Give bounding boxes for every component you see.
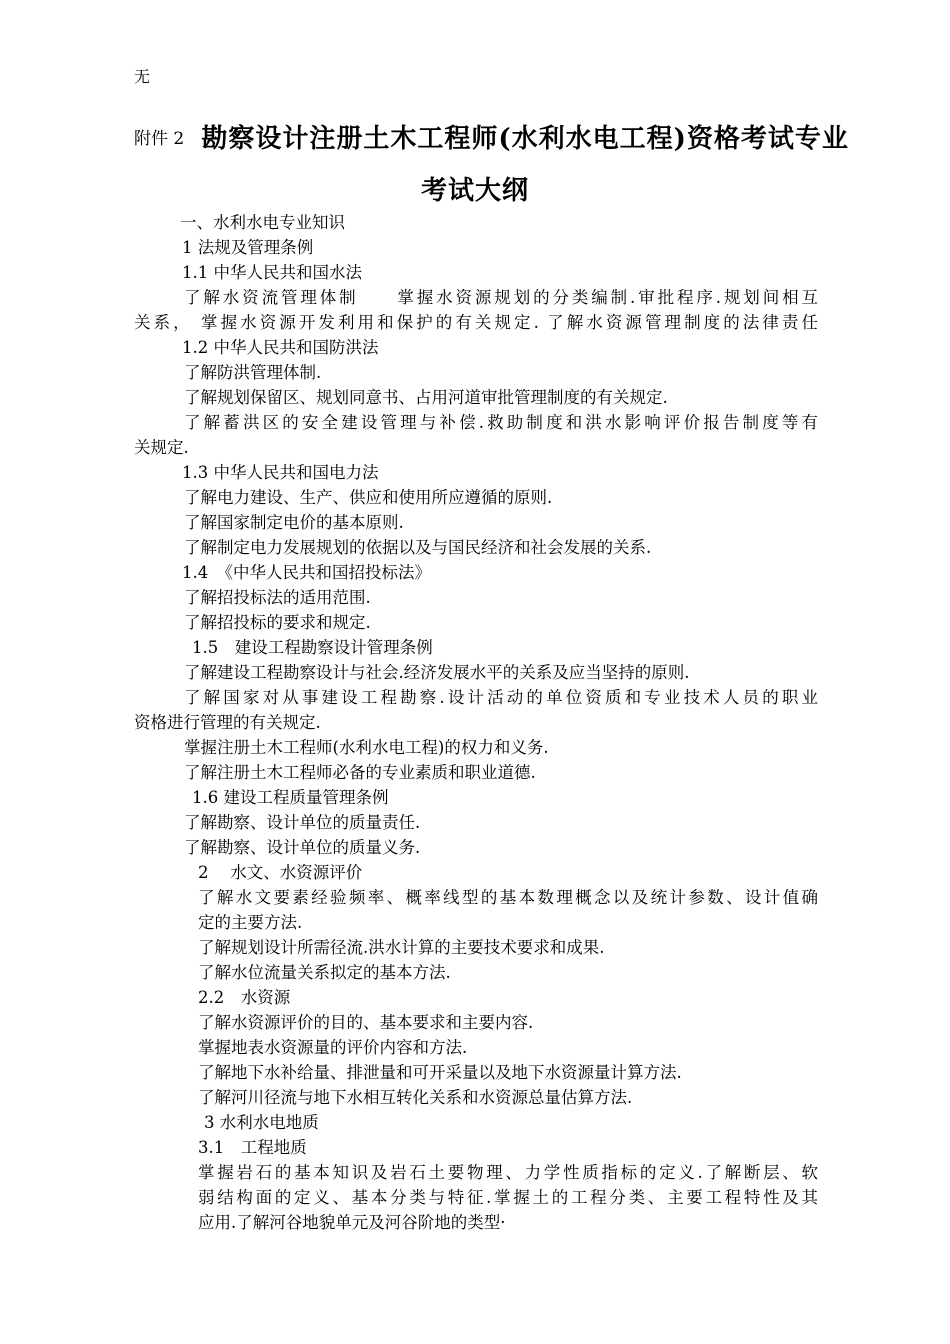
subsection-heading: 1.6 建设工程质量管理条例 (192, 788, 389, 807)
subsection-heading: 1.4 《中华人民共和国招投标法》 (182, 563, 431, 582)
subsection-heading: 1 法规及管理条例 (182, 238, 314, 257)
paragraph-line: 了解规划设计所需径流.洪水计算的主要技术要求和成果. (198, 938, 605, 957)
paragraph-line: 了解招投标的要求和规定. (184, 613, 371, 632)
paragraph-line: 关系， 掌握水资源开发利用和保护的有关规定. 了解水资源管理制度的法律责任 (134, 313, 818, 332)
subsection-heading: 1.2 中华人民共和国防洪法 (182, 338, 379, 357)
paragraph-line: 掌握岩石的基本知识及岩石土要物理、力学性质指标的定义.了解断层、软 (198, 1163, 818, 1182)
section-heading: 3 水利水电地质 (204, 1113, 319, 1132)
paragraph-line: 了解国家制定电价的基本原则. (184, 513, 404, 532)
subsection-heading: 1.3 中华人民共和国电力法 (182, 463, 379, 482)
paragraph-line: 了解电力建设、生产、供应和使用所应遵循的原则. (184, 488, 553, 507)
subsection-heading: 1.5 建设工程勘察设计管理条例 (192, 638, 433, 657)
paragraph-line: 掌握地表水资源量的评价内容和方法. (198, 1038, 468, 1057)
paragraph-line: 了解水文要素经验频率、概率线型的基本数理概念以及统计参数、设计值确 (198, 888, 818, 907)
section-heading: 2 水文、水资源评价 (198, 863, 363, 882)
document-title-line2: 考试大纲 (420, 176, 529, 206)
paragraph-line: 了解水资源评价的目的、基本要求和主要内容. (198, 1013, 534, 1032)
subsection-heading: 2.2 水资源 (198, 988, 291, 1007)
document-title: 勘察设计注册土木工程师(水利水电工程)资格考试专业 (201, 124, 849, 154)
paragraph-line: 了解规划保留区、规划同意书、占用河道审批管理制度的有关规定. (184, 388, 668, 407)
paragraph-line: 了解蓄洪区的安全建设管理与补偿.救助制度和洪水影响评价报告制度等有 (184, 413, 818, 432)
paragraph-line: 了解地下水补给量、排泄量和可开采量以及地下水资源量计算方法. (198, 1063, 682, 1082)
paragraph-line: 资格进行管理的有关规定. (134, 713, 321, 732)
paragraph-line: 了解水资流管理体制 掌握水资源规划的分类编制.审批程序.规划间相互 (184, 288, 818, 307)
paragraph-line: 了解勘察、设计单位的质量责任. (184, 813, 421, 832)
subsection-heading: 1.1 中华人民共和国水法 (182, 263, 362, 282)
title-row (134, 118, 849, 155)
paragraph-line: 了解河川径流与地下水相互转化关系和水资源总量估算方法. (198, 1088, 633, 1107)
paragraph-line: 掌握注册土木工程师(水利水电工程)的权力和义务. (184, 738, 549, 757)
paragraph-line: 了解建设工程勘察设计与社会.经济发展水平的关系及应当坚持的原则. (184, 663, 690, 682)
subsection-heading: 3.1 工程地质 (198, 1138, 307, 1157)
paragraph-line: 了解招投标法的适用范围. (184, 588, 371, 607)
paragraph-line: 了解注册土木工程师必备的专业素质和职业道德. (184, 763, 536, 782)
paragraph-line: 弱结构面的定义、基本分类与特征.掌握土的工程分类、主要工程特性及其 (198, 1188, 818, 1207)
paragraph-line: 了解水位流量关系拟定的基本方法. (198, 963, 451, 982)
header-mark: 无 (134, 67, 151, 86)
paragraph-line: 定的主要方法. (198, 913, 303, 932)
paragraph-line: 了解制定电力发展规划的依据以及与国民经济和社会发展的关系. (184, 538, 652, 557)
paragraph-line: 了解勘察、设计单位的质量义务. (184, 838, 421, 857)
paragraph-line: 应用.了解河谷地貌单元及河谷阶地的类型· (198, 1213, 506, 1232)
paragraph-line: 了解国家对从事建设工程勘察.设计活动的单位资质和专业技术人员的职业 (184, 688, 818, 707)
paragraph-line: 了解防洪管理体制. (184, 363, 322, 382)
paragraph-line: 关规定. (134, 438, 189, 457)
section-heading: 一、水利水电专业知识 (180, 213, 345, 232)
attachment-label: 附件 2 (134, 129, 185, 149)
